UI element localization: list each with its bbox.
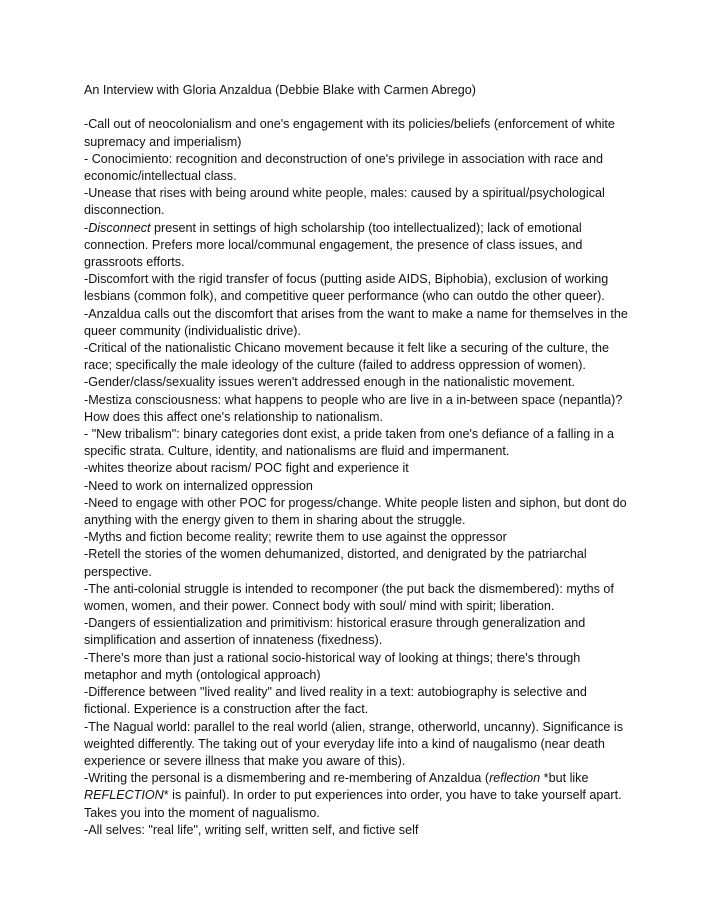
note-paragraph (84, 374, 632, 391)
note-text: -The Nagual world: parallel to the real world (alien, strange, otherworld, uncanny). Significance is weighted differently. The taking out of your everyday life into a kind of naugalismo (near death experience or severe illness that make you aware of this). (84, 719, 624, 768)
note-paragraph (84, 822, 632, 839)
note-text: -Writing the personal is a dismembering and re-membering of Anzaldua ( (84, 771, 490, 786)
document-body (84, 82, 632, 839)
note-text: -All selves: "real life", writing self, written self, and fictive self (84, 822, 419, 837)
note-text: -Need to work on internalized oppression (84, 478, 313, 493)
note-text: present in settings of high scholarship (too intellectualized); lack of emotional connection. Prefers more local/communal engagement, the presence of class issues, and grassroots efforts. (84, 220, 583, 270)
note-text: -Mestiza consciousness: what happens to people who are live in a in-between space (nepantla)? How does this affect one's relationship to nationalism. (84, 392, 623, 424)
note-text: -Need to engage with other POC for progess/change. White people listen and siphon, but dont do anything with the energy given to them in sharing about the struggle. (84, 495, 627, 528)
note-text: -Myths and fiction become reality; rewrite them to use against the oppressor (84, 530, 507, 545)
note-paragraph (84, 116, 632, 150)
note-paragraph (84, 340, 632, 374)
note-text: -There's more than just a rational socio-historical way of looking at things; there's through metaphor and myth (ontological approach) (84, 650, 581, 682)
note-paragraph (84, 151, 632, 185)
note-text: -Call out of neocolonialism and one's engagement with its policies/beliefs (enforcement of white supremacy and imperialism) (84, 117, 615, 149)
note-paragraph (84, 684, 632, 718)
note-text: -Dangers of essientialization and primitivism: historical erasure through generalization and simplification and assertion of innateness (fixedness). (84, 616, 586, 648)
note-emphasis: REFLECTION (84, 788, 164, 803)
note-text: - "New tribalism": binary categories dont exist, a pride taken from one's defiance of a falling in a specific strata. Culture, identity, and nationalisms are fluid and impermanent. (84, 427, 615, 459)
note-text: -Difference between "lived reality" and lived reality in a text: autobiography is selective and fictional. Experience is a construction after the fact. (84, 685, 587, 717)
note-paragraph (84, 770, 632, 822)
note-text: -Gender/class/sexuality issues weren't addressed enough in the nationalistic movement. (84, 375, 576, 390)
note-paragraph (84, 426, 632, 460)
note-paragraph (84, 495, 632, 529)
note-text: - (84, 220, 89, 235)
note-paragraph (84, 615, 632, 649)
note-text: -Discomfort with the rigid transfer of focus (putting aside AIDS, Biphobia), exclusion of working lesbians (common folk), and competitive queer performance (who can outdo the other queer). (84, 272, 609, 304)
note-text: -Anzaldua calls out the discomfort that arises from the want to make a name for themselves in the queer community (individualistic drive). (84, 306, 628, 338)
note-text: -The anti-colonial struggle is intended to recomponer (the put back the dismembered): myths of women, women, and their power. Connect body with soul/ mind with spirit; liberation. (84, 581, 614, 614)
note-paragraph (84, 478, 632, 495)
note-text: -whites theorize about racism/ POC fight and experience it (84, 461, 409, 476)
note-text: -Unease that rises with being around white people, males: caused by a spiritual/psychological disconnection. (84, 186, 605, 218)
note-paragraph (84, 185, 632, 219)
note-paragraph (84, 546, 632, 580)
note-emphasis: Disconnect (88, 220, 151, 235)
note-paragraph (84, 460, 632, 477)
note-emphasis: reflection (489, 771, 541, 786)
note-paragraph (84, 220, 632, 272)
note-paragraph (84, 719, 632, 771)
note-paragraph (84, 271, 632, 305)
note-paragraph (84, 392, 632, 426)
notes-list (84, 116, 632, 839)
note-text: -Retell the stories of the women dehumanized, distorted, and denigrated by the patriarchal perspective. (84, 547, 587, 579)
note-text: - Conocimiento: recognition and deconstruction of one's privilege in association with race and economic/intellectual class. (84, 151, 604, 183)
note-text: * is painful). In order to put experiences into order, you have to take yourself apart. Takes you into the moment of nagualismo. (84, 788, 622, 820)
note-paragraph (84, 581, 632, 615)
note-paragraph (84, 650, 632, 684)
note-paragraph (84, 306, 632, 340)
document-title: An Interview with Gloria Anzaldua (Debbie Blake with Carmen Abrego) (84, 83, 476, 97)
note-text: *but like (540, 771, 589, 786)
note-text: -Critical of the nationalistic Chicano movement because it felt like a securing of the culture, the race; specifically the male ideology of the culture (failed to address oppression of women). (84, 341, 610, 373)
note-paragraph (84, 529, 632, 546)
